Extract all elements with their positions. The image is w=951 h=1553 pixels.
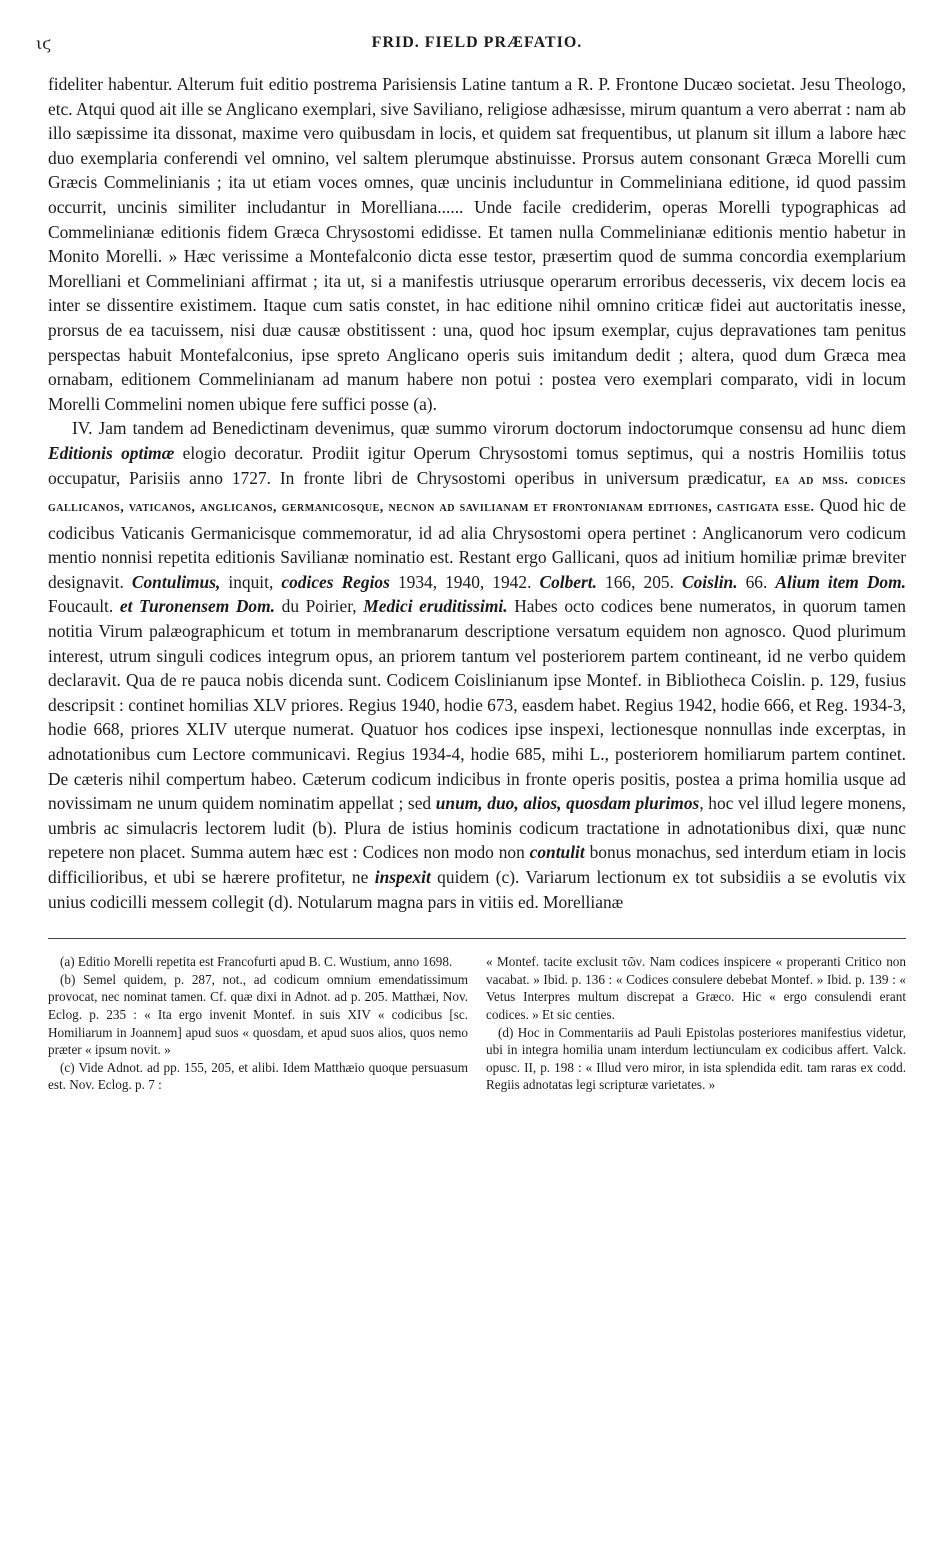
- emphasis: unum, duo, alios, quosdam plurimos: [435, 793, 700, 814]
- emphasis: codices Regios: [281, 571, 390, 592]
- footnote-b: (b) Semel quidem, p. 287, not., ad codicum omnium emendatissimum provocat, nec nominat tamen. Cf. quæ dixi in Adnot. ad p. 205. Matthæi, Nov. Eclog. p. 235 : « Ita ergo invenit Montef. in suis XIV « codicibus [sc. Homiliarum in Joannem] apud suos « quosdam, et apud suos alios, quos nemo præter « ipsum novit. »: [48, 971, 468, 1058]
- footnote-a: (a) Editio Morelli repetita est Francofurti apud B. C. Wustium, anno 1698.: [60, 954, 453, 970]
- footnote-c: (c) Vide Adnot. ad pp. 155, 205, et alibi. Idem Matthæio quoque persuasum est. Nov. Eclog. p. 7 :: [48, 1059, 468, 1093]
- footnotes-right-column: [486, 953, 906, 1094]
- footnotes-left-column: [48, 953, 468, 1094]
- emphasis: inspexit: [374, 867, 431, 887]
- small-caps-quote: ea ad mss. codices gallicanos, vaticanos, anglicanos, germanicosque, necnon ad savilianam et frontonianam editiones, castigata esse.: [48, 472, 906, 516]
- emphasis: Coislin.: [681, 571, 738, 592]
- emphasis: Medici eruditissimi.: [363, 596, 508, 617]
- paragraph-1: fideliter habentur. Alterum fuit editio postrema Parisiensis Latine tantum a R. P. Frontone Ducæo societat. Jesu Theologo, etc. Atqui quod ait ille se Anglicano exemplari, sive Saviliano, religiose adhæsisse, mirum quantum a vero aberrat : nam ab illo sæpissime ita dissonat, maxime vero quibusdam in locis, et quidem sat frequentibus, ut planum sit illum a labore hæc duo exemplaria conferendi vel omnino, vel saltem plerumque abstinuisse. Prorsus autem consonant Græca Morelli cum Græcis Commelinianis ; ita ut etiam voces omnes, quæ uncinis includuntur in Commeliniana editione, id quod passim occurrit, uncinis similiter includantur in Morelliana...... Unde facile crediderim, operas Morelli typographicas ad Commelinianæ editionis fidem Græca Chrysostomi edidisse. Et tamen nulla Commelinianæ editionis mentio habetur in Monito Morelli. » Hæc verissime a Montefalconio dicta esse testor, præsertim quod de summa concordia exemplarium Morelliani et Commeliniani affirmat ; ita ut, si a manifestis utriusque operarum erroribus decesseris, vix decem locis ea inter se dissentire existimem. Itaque cum satis constet, in hac editione nihil omnino criticæ fidei aut auctoritatis inesse, prorsus de ea tacuissem, nisi duæ causæ obstitissent : una, quod hoc ipsum exemplar, cujus depravationes tam penitus perspectas habuit Montefalconius, ipse spreto Anglicano operis suis imitandum dedit ; altera, quod dum Græca mea ornabam, editionem Commelinianam ad manum habere non potui : postea vero exemplari comparato, vidi in locum Morelli Commelini nomen ubique fere suffici posse (a).: [48, 74, 906, 414]
- emphasis: Contulimus,: [131, 571, 221, 592]
- page: [36, 34, 907, 1094]
- emphasis: contulit: [529, 842, 585, 863]
- footnote-d: (d) Hoc in Commentariis ad Pauli Epistolas posteriores manifestius videtur, ubi in integra homilia unam interdum lectiunculam ex codicibus affert. Valck. opusc. II, p. 198 : « Illud vero miror, in ista splendida edit. tam raras ex codd. Regiis adnotatas legi scripturæ varietates. »: [486, 1024, 906, 1093]
- emphasis: Colbert.: [539, 571, 597, 592]
- footnote-c-continued: « Montef. tacite exclusit τῶν. Nam codices inspicere « properanti Critico non vacabat. » Ibid. p. 136 : « Codices consulere debebat Montef. » Ibid. p. 139 : « Vetus Interpres multum discrepat a Græco. Hic « ergo consulendi erant codices. » Et sic centies.: [486, 954, 906, 1022]
- page-header: [36, 34, 906, 64]
- emphasis: Alium item Dom.: [775, 571, 907, 592]
- emphasis: et Turonensem Dom.: [119, 596, 275, 617]
- emphasis: Editionis optimæ: [48, 442, 175, 463]
- paragraph-2: IV. Jam tandem ad Benedictinam devenimus, quæ summo virorum doctorum indoctorumque consensu ad hunc diem Editionis optimæ elogio decoratur. Prodiit igitur Operum Chrysostomi tomus septimus, qui a nostris Homiliis totus occupatur, Parisiis anno 1727. In fronte libri de Chrysostomi operibus in universum prædicatur, ea ad mss. codices gallicanos, vaticanos, anglicanos, germanicosque, necnon ad savilianam et frontonianam editiones, castigata esse. Quod hic de codicibus Vaticanis Germanicisque commemoratur, id ad alia Chrysostomi opera pertinet : Anglicanorum vero codicum mentio nonnisi repetita editionis Savilianæ nominatio est. Restant ergo Gallicani, quos ad initium homiliæ primæ breviter designavit. Contulimus, inquit, codices Regios 1934, 1940, 1942. Colbert. 166, 205. Coislin. 66. Alium item Dom. Foucault. et Turonensem Dom. du Poirier, Medici eruditissimi. Habes octo codices bene numeratos, in quorum tamen notitia Virum palæographicum et totum in membranarum descriptione versatum equidem non agnosco. Quod plurimum interest, utrum singuli codices integrum opus, an priorem tantum vel posteriorem partem contineant, id ne verbo quidem declaravit. Qua de re pauca nobis dicenda sunt. Codicem Coislinianum ipse Montef. in Bibliotheca Coislin. p. 129, fusius descripsit : continet homilias XLV priores. Regius 1940, hodie 673, easdem habet. Regius 1942, hodie 666, et Reg. 1934-3, hodie 668, priores XLIV uterque numerat. Quatuor hos codices ipse inspexi, lectionesque nonnullas inde excerptas, in adnotationibus cum Lectore communicavi. Regius 1934-4, hodie 685, mihi L., posteriorem homiliarum partem continet. De cæteris nihil compertum habeo. Cæterum codicum indicibus in fronte operis positis, postea a prima homilia usque ad novissimam ne unum quidem nominatim appellat ; sed unum, duo, alios, quosdam plurimos, hoc vel illud legere monens, umbris ac simulacris lectorem ludit (b). Plura de istius hominis codicum tractatione in adnotationibus dixi, quæ nunc repetere non placet. Summa autem hæc est : Codices non modo non contulit bonus monachus, sed interdum etiam in locis difficilioribus, et ubi se hærere profitetur, ne inspexit quidem (c). Variarum lectionum ex tot subsidiis a se evolutis vix unius codicilli messem collegit (d). Notularum magna pars in vitiis ed. Morellianæ: [48, 418, 907, 912]
- page-number: ιϛ: [36, 34, 52, 53]
- main-text: [48, 72, 906, 914]
- footnote-rule: [48, 938, 906, 939]
- footnotes: [48, 953, 906, 1094]
- running-title: FRID. FIELD PRÆFATIO.: [371, 34, 583, 51]
